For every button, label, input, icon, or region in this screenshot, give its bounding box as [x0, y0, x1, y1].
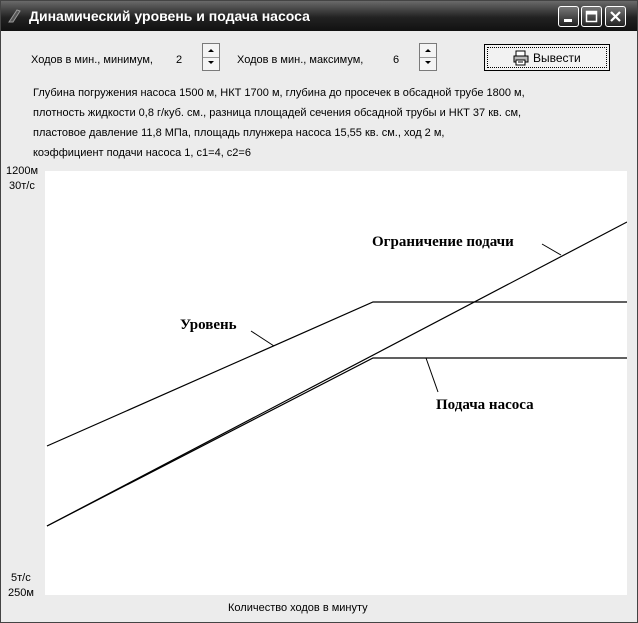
controls-panel — [1, 31, 637, 171]
minimize-icon — [559, 7, 578, 26]
pump-feed-line — [47, 358, 627, 526]
y-bottom-flow-label: 5т/с — [11, 572, 31, 584]
close-icon — [606, 7, 625, 26]
y-top-flow-label: 30т/с — [9, 180, 35, 192]
x-axis-label: Количество ходов в минуту — [228, 602, 368, 614]
parameters-description — [33, 83, 623, 163]
description-line: плотность жидкости 0,8 г/куб. см., разница площадей сечения обсадной трубы и НКТ 37 кв. см, — [33, 107, 522, 119]
level-leader — [251, 331, 274, 346]
plot-area — [45, 171, 627, 595]
arrow-up-icon — [203, 44, 219, 57]
min-strokes-value[interactable]: 2 — [176, 54, 183, 66]
pump-feed-leader — [426, 358, 438, 392]
arrow-down-icon — [420, 57, 436, 70]
app-icon — [7, 8, 23, 24]
arrow-down-icon — [203, 57, 219, 70]
max-strokes-spinner[interactable] — [419, 43, 437, 71]
feed-limit-line — [47, 222, 627, 526]
feed-limit-leader — [542, 244, 561, 255]
minimize-button[interactable] — [558, 6, 579, 27]
max-strokes-label: Ходов в мин., максимум, — [237, 54, 364, 66]
title-bar — [1, 1, 637, 31]
printer-icon — [513, 50, 529, 66]
close-button[interactable] — [605, 6, 626, 27]
y-bottom-depth-label: 250м — [8, 587, 34, 599]
y-top-depth-label: 1200м — [6, 165, 39, 177]
window-title: Динамический уровень и подача насоса — [29, 8, 310, 24]
maximize-icon — [582, 7, 601, 26]
description-line: коэффициент подачи насоса 1, с1=4, с2=6 — [33, 147, 251, 159]
min-strokes-label: Ходов в мин., минимум, — [31, 54, 153, 66]
level-annotation: Уровень — [180, 317, 237, 333]
description-line: Глубина погружения насоса 1500 м, НКТ 1700 м, глубина до просечек в обсадной трубе 1800 м, — [33, 87, 525, 99]
description-line: пластовое давление 11,8 МПа, площадь плунжера насоса 15,55 кв. см., ход 2 м, — [33, 127, 445, 139]
plot-svg — [45, 171, 627, 595]
max-strokes-value[interactable]: 6 — [393, 54, 400, 66]
max-spin-down-button[interactable] — [420, 57, 436, 70]
pump-feed-annotation: Подача насоса — [436, 397, 534, 413]
min-spin-up-button[interactable] — [203, 44, 219, 58]
output-button[interactable] — [484, 44, 610, 71]
feed-limit-annotation: Ограничение подачи — [372, 234, 514, 250]
min-strokes-spinner[interactable] — [202, 43, 220, 71]
output-button-label: Вывести — [533, 51, 581, 65]
min-spin-down-button[interactable] — [203, 57, 219, 70]
arrow-up-icon — [420, 44, 436, 57]
max-spin-up-button[interactable] — [420, 44, 436, 58]
maximize-button[interactable] — [581, 6, 602, 27]
